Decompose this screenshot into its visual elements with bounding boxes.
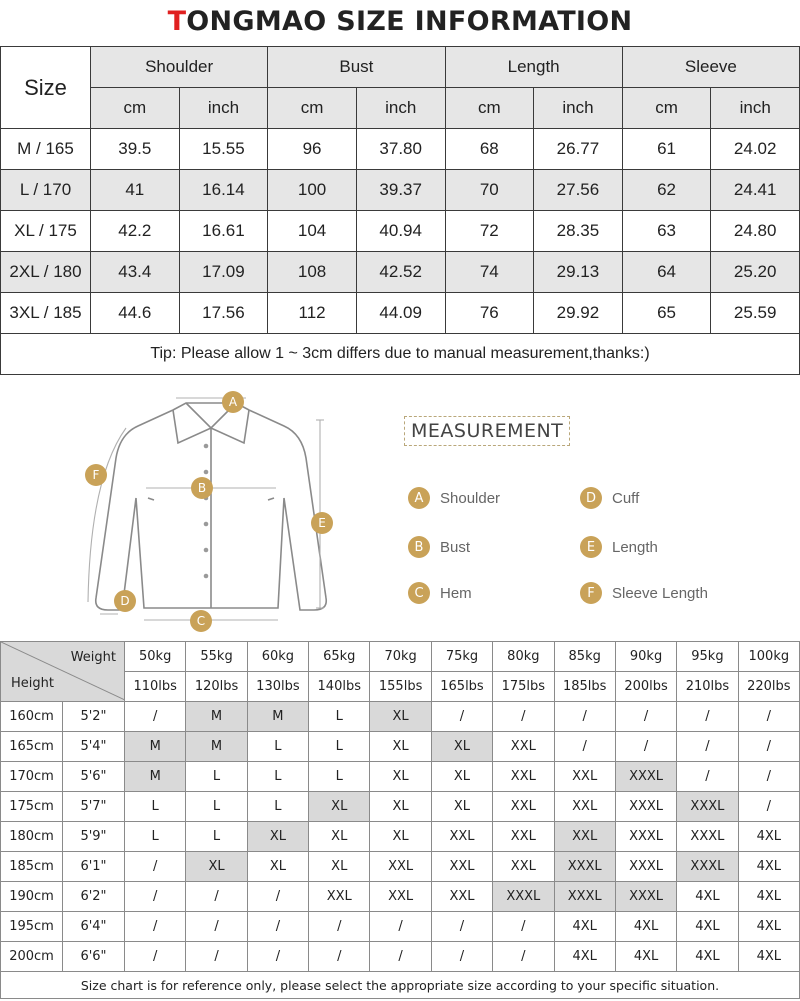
kg-header: 50kg [125, 642, 186, 672]
note-row [1, 972, 800, 999]
size-recommendation-cell: XXXL [554, 882, 615, 912]
height-ft-cell: 5'9" [63, 822, 125, 852]
size-recommendation-cell: 4XL [738, 942, 799, 972]
size-recommendation-cell: XXL [554, 762, 615, 792]
weight-row [1, 822, 800, 852]
measurement-cell: 26.77 [534, 129, 623, 170]
size-recommendation-cell: / [247, 882, 308, 912]
kg-header: 85kg [554, 642, 615, 672]
unit-header: inch [179, 88, 268, 129]
measurement-cell: 39.37 [356, 170, 445, 211]
weight-height-table [0, 641, 800, 999]
corner-header [1, 642, 125, 702]
lbs-header: 110lbs [125, 672, 186, 702]
measurement-cell: 108 [268, 252, 357, 293]
size-recommendation-cell: 4XL [738, 822, 799, 852]
size-recommendation-cell: 4XL [677, 882, 738, 912]
weight-row [1, 942, 800, 972]
size-recommendation-cell: 4XL [615, 942, 676, 972]
size-recommendation-cell: XL [309, 852, 370, 882]
unit-header: inch [711, 88, 800, 129]
size-table-group-row [1, 47, 800, 88]
size-recommendation-cell: XXL [554, 822, 615, 852]
kg-header: 80kg [493, 642, 554, 672]
group-header: Bust [268, 47, 445, 88]
size-header: Size [1, 47, 91, 129]
size-recommendation-cell: XXL [493, 852, 554, 882]
size-recommendation-cell: L [247, 762, 308, 792]
diagram-label-b: B [197, 481, 207, 495]
group-header: Length [445, 47, 622, 88]
size-recommendation-cell: XXXL [615, 762, 676, 792]
lbs-header: 140lbs [309, 672, 370, 702]
size-recommendation-cell: / [370, 912, 431, 942]
weight-row [1, 912, 800, 942]
measurement-cell: 104 [268, 211, 357, 252]
legend-badge-d: D [580, 487, 602, 509]
size-recommendation-cell: XXL [493, 732, 554, 762]
size-row [1, 170, 800, 211]
measurement-cell: 41 [91, 170, 180, 211]
size-information-table [0, 46, 800, 375]
size-recommendation-cell: XXL [431, 882, 492, 912]
measurement-cell: 28.35 [534, 211, 623, 252]
size-recommendation-cell: L [309, 732, 370, 762]
height-cm-cell: 165cm [1, 732, 63, 762]
size-recommendation-cell: / [186, 882, 247, 912]
size-recommendation-cell: / [738, 792, 799, 822]
size-recommendation-cell: / [125, 702, 186, 732]
unit-header: inch [534, 88, 623, 129]
diagram-label-f: F [92, 468, 100, 482]
legend-item-cuff [580, 487, 639, 509]
size-row [1, 252, 800, 293]
size-recommendation-cell: L [125, 822, 186, 852]
size-recommendation-cell: 4XL [738, 912, 799, 942]
measurement-cell: 24.80 [711, 211, 800, 252]
measurement-cell: 44.6 [91, 293, 180, 334]
lbs-header: 185lbs [554, 672, 615, 702]
size-recommendation-cell: / [125, 942, 186, 972]
size-row [1, 293, 800, 334]
size-recommendation-cell: 4XL [615, 912, 676, 942]
size-recommendation-cell: XL [370, 732, 431, 762]
shirt-diagram [78, 388, 348, 638]
height-ft-cell: 5'7" [63, 792, 125, 822]
measurement-cell: 42.52 [356, 252, 445, 293]
height-cm-cell: 160cm [1, 702, 63, 732]
size-recommendation-cell: / [125, 912, 186, 942]
weight-row [1, 792, 800, 822]
size-recommendation-cell: XXXL [493, 882, 554, 912]
size-recommendation-cell: XXL [431, 822, 492, 852]
measurement-cell: 24.02 [711, 129, 800, 170]
weight-row [1, 732, 800, 762]
size-recommendation-cell: / [370, 942, 431, 972]
kg-header: 95kg [677, 642, 738, 672]
size-cell: L / 170 [1, 170, 91, 211]
weight-row [1, 762, 800, 792]
measurement-cell: 72 [445, 211, 534, 252]
size-recommendation-cell: / [247, 912, 308, 942]
size-recommendation-cell: 4XL [738, 852, 799, 882]
size-recommendation-cell: / [677, 762, 738, 792]
size-recommendation-cell: XXL [431, 852, 492, 882]
height-ft-cell: 5'4" [63, 732, 125, 762]
legend-badge-c: C [408, 582, 430, 604]
lbs-header: 165lbs [431, 672, 492, 702]
measurement-cell: 43.4 [91, 252, 180, 293]
height-ft-cell: 6'6" [63, 942, 125, 972]
size-recommendation-cell: / [615, 732, 676, 762]
measurement-cell: 16.14 [179, 170, 268, 211]
weight-label: Weight [70, 650, 116, 665]
height-cm-cell: 200cm [1, 942, 63, 972]
measurement-cell: 27.56 [534, 170, 623, 211]
kg-header: 60kg [247, 642, 308, 672]
measurement-cell: 24.41 [711, 170, 800, 211]
kg-header: 70kg [370, 642, 431, 672]
size-recommendation-cell: / [125, 882, 186, 912]
measurement-cell: 63 [622, 211, 711, 252]
size-cell: 3XL / 185 [1, 293, 91, 334]
unit-header: cm [622, 88, 711, 129]
height-ft-cell: 6'1" [63, 852, 125, 882]
size-recommendation-cell: M [186, 702, 247, 732]
weight-row [1, 852, 800, 882]
legend-label: Hem [440, 584, 472, 602]
lbs-header: 155lbs [370, 672, 431, 702]
size-recommendation-cell: / [431, 702, 492, 732]
kg-header: 90kg [615, 642, 676, 672]
size-recommendation-cell: L [247, 732, 308, 762]
measurement-cell: 100 [268, 170, 357, 211]
size-recommendation-cell: XXL [370, 852, 431, 882]
legend-label: Length [612, 538, 658, 556]
size-recommendation-cell: XL [431, 732, 492, 762]
measurement-cell: 37.80 [356, 129, 445, 170]
size-recommendation-cell: 4XL [677, 912, 738, 942]
size-cell: M / 165 [1, 129, 91, 170]
size-row [1, 211, 800, 252]
measurement-cell: 25.59 [711, 293, 800, 334]
size-recommendation-cell: XXL [493, 762, 554, 792]
size-recommendation-cell: / [309, 942, 370, 972]
size-recommendation-cell: 4XL [554, 942, 615, 972]
legend-badge-e: E [580, 536, 602, 558]
size-recommendation-cell: M [125, 762, 186, 792]
size-recommendation-cell: XXXL [615, 792, 676, 822]
lbs-header: 130lbs [247, 672, 308, 702]
kg-header: 65kg [309, 642, 370, 672]
measurement-cell: 42.2 [91, 211, 180, 252]
size-recommendation-cell: / [186, 912, 247, 942]
size-recommendation-cell: / [125, 852, 186, 882]
group-header: Shoulder [91, 47, 268, 88]
size-recommendation-cell: / [554, 702, 615, 732]
size-recommendation-cell: XXL [554, 792, 615, 822]
legend-badge-f: F [580, 582, 602, 604]
diagram-label-c: C [196, 614, 206, 628]
size-recommendation-cell: XXXL [677, 792, 738, 822]
measurement-cell: 40.94 [356, 211, 445, 252]
height-cm-cell: 185cm [1, 852, 63, 882]
measurement-cell: 70 [445, 170, 534, 211]
size-recommendation-cell: M [247, 702, 308, 732]
kg-header: 100kg [738, 642, 799, 672]
height-ft-cell: 6'2" [63, 882, 125, 912]
legend-item-sleeve-length [580, 582, 708, 604]
size-recommendation-cell: L [309, 762, 370, 792]
kg-header: 55kg [186, 642, 247, 672]
size-recommendation-cell: XXXL [615, 852, 676, 882]
measurement-cell: 96 [268, 129, 357, 170]
size-recommendation-cell: L [186, 792, 247, 822]
measurement-cell: 61 [622, 129, 711, 170]
measurement-cell: 74 [445, 252, 534, 293]
page-title [0, 0, 800, 44]
size-recommendation-cell: / [247, 942, 308, 972]
height-ft-cell: 5'2" [63, 702, 125, 732]
diagram-label-e: E [318, 516, 326, 530]
size-recommendation-cell: M [186, 732, 247, 762]
measurement-cell: 44.09 [356, 293, 445, 334]
size-recommendation-cell: XL [309, 822, 370, 852]
size-recommendation-cell: 4XL [677, 942, 738, 972]
size-recommendation-cell: XL [186, 852, 247, 882]
size-recommendation-cell: XL [370, 792, 431, 822]
size-recommendation-cell: XL [309, 792, 370, 822]
size-recommendation-cell: XL [247, 822, 308, 852]
size-recommendation-cell: M [125, 732, 186, 762]
lbs-header: 120lbs [186, 672, 247, 702]
size-recommendation-cell: / [677, 702, 738, 732]
size-recommendation-cell: L [309, 702, 370, 732]
measurement-cell: 29.13 [534, 252, 623, 293]
measurement-cell: 25.20 [711, 252, 800, 293]
unit-header: cm [445, 88, 534, 129]
measurement-cell: 15.55 [179, 129, 268, 170]
measurement-cell: 64 [622, 252, 711, 293]
lbs-header: 220lbs [738, 672, 799, 702]
measurement-cell: 112 [268, 293, 357, 334]
size-recommendation-cell: / [431, 942, 492, 972]
tip-row [1, 334, 800, 375]
legend-item-shoulder [408, 487, 500, 509]
measurement-cell: 76 [445, 293, 534, 334]
size-recommendation-cell: XXL [370, 882, 431, 912]
weight-row [1, 702, 800, 732]
size-recommendation-cell: / [738, 762, 799, 792]
group-header: Sleeve [622, 47, 799, 88]
lbs-header: 200lbs [615, 672, 676, 702]
lbs-header: 175lbs [493, 672, 554, 702]
size-recommendation-cell: / [309, 912, 370, 942]
measurement-cell: 16.61 [179, 211, 268, 252]
height-cm-cell: 180cm [1, 822, 63, 852]
size-recommendation-cell: XL [431, 792, 492, 822]
size-recommendation-cell: XXXL [615, 882, 676, 912]
size-recommendation-cell: / [493, 912, 554, 942]
legend-badge-b: B [408, 536, 430, 558]
size-recommendation-cell: L [125, 792, 186, 822]
legend-label: Cuff [612, 489, 640, 507]
height-ft-cell: 6'4" [63, 912, 125, 942]
height-cm-cell: 175cm [1, 792, 63, 822]
size-recommendation-cell: / [493, 702, 554, 732]
measurement-cell: 62 [622, 170, 711, 211]
measurement-cell: 68 [445, 129, 534, 170]
measurement-cell: 39.5 [91, 129, 180, 170]
lbs-header: 210lbs [677, 672, 738, 702]
size-recommendation-cell: / [493, 942, 554, 972]
size-recommendation-cell: XXXL [615, 822, 676, 852]
size-recommendation-cell: XL [247, 852, 308, 882]
height-label: Height [11, 676, 54, 691]
title-rest: ONGMAO SIZE INFORMATION [186, 6, 633, 37]
measurement-cell: 65 [622, 293, 711, 334]
kg-row [1, 642, 800, 672]
height-cm-cell: 195cm [1, 912, 63, 942]
legend-label: Sleeve Length [612, 584, 708, 602]
size-recommendation-cell: XL [370, 822, 431, 852]
height-cm-cell: 190cm [1, 882, 63, 912]
size-recommendation-cell: 4XL [554, 912, 615, 942]
size-cell: 2XL / 180 [1, 252, 91, 293]
note-text: Size chart is for reference only, please select the appropriate size according to your specific situation. [1, 972, 800, 999]
legend-label: Shoulder [440, 489, 501, 507]
legend-label: Bust [440, 538, 471, 556]
size-recommendation-cell: XL [370, 702, 431, 732]
measurement-cell: 29.92 [534, 293, 623, 334]
size-recommendation-cell: / [431, 912, 492, 942]
size-recommendation-cell: XXXL [554, 852, 615, 882]
unit-header: cm [91, 88, 180, 129]
size-recommendation-cell: 4XL [738, 882, 799, 912]
size-recommendation-cell: / [554, 732, 615, 762]
size-recommendation-cell: XXL [493, 792, 554, 822]
height-cm-cell: 170cm [1, 762, 63, 792]
height-ft-cell: 5'6" [63, 762, 125, 792]
tip-text: Tip: Please allow 1 ~ 3cm differs due to manual measurement,thanks:) [1, 334, 800, 375]
unit-header: cm [268, 88, 357, 129]
legend-badge-a: A [408, 487, 430, 509]
size-recommendation-cell: / [615, 702, 676, 732]
diagram-label-a: A [228, 395, 238, 409]
weight-row [1, 882, 800, 912]
measurement-cell: 17.56 [179, 293, 268, 334]
size-recommendation-cell: / [186, 942, 247, 972]
legend-item-bust [408, 536, 470, 558]
size-row [1, 129, 800, 170]
size-recommendation-cell: XL [431, 762, 492, 792]
size-recommendation-cell: XXXL [677, 852, 738, 882]
unit-header: inch [356, 88, 445, 129]
size-recommendation-cell: XXXL [677, 822, 738, 852]
size-recommendation-cell: / [677, 732, 738, 762]
size-recommendation-cell: / [738, 732, 799, 762]
legend-item-hem [408, 582, 472, 604]
diagram-label-d: D [120, 594, 130, 608]
size-recommendation-cell: XL [370, 762, 431, 792]
size-recommendation-cell: XXL [493, 822, 554, 852]
title-first-letter: T [167, 6, 187, 37]
legend-item-length [580, 536, 658, 558]
size-recommendation-cell: L [247, 792, 308, 822]
kg-header: 75kg [431, 642, 492, 672]
size-recommendation-cell: / [738, 702, 799, 732]
size-cell: XL / 175 [1, 211, 91, 252]
size-recommendation-cell: XXL [309, 882, 370, 912]
size-recommendation-cell: L [186, 822, 247, 852]
size-recommendation-cell: L [186, 762, 247, 792]
size-table-unit-row [1, 88, 800, 129]
measurement-cell: 17.09 [179, 252, 268, 293]
measurement-title: MEASUREMENT [404, 416, 570, 446]
